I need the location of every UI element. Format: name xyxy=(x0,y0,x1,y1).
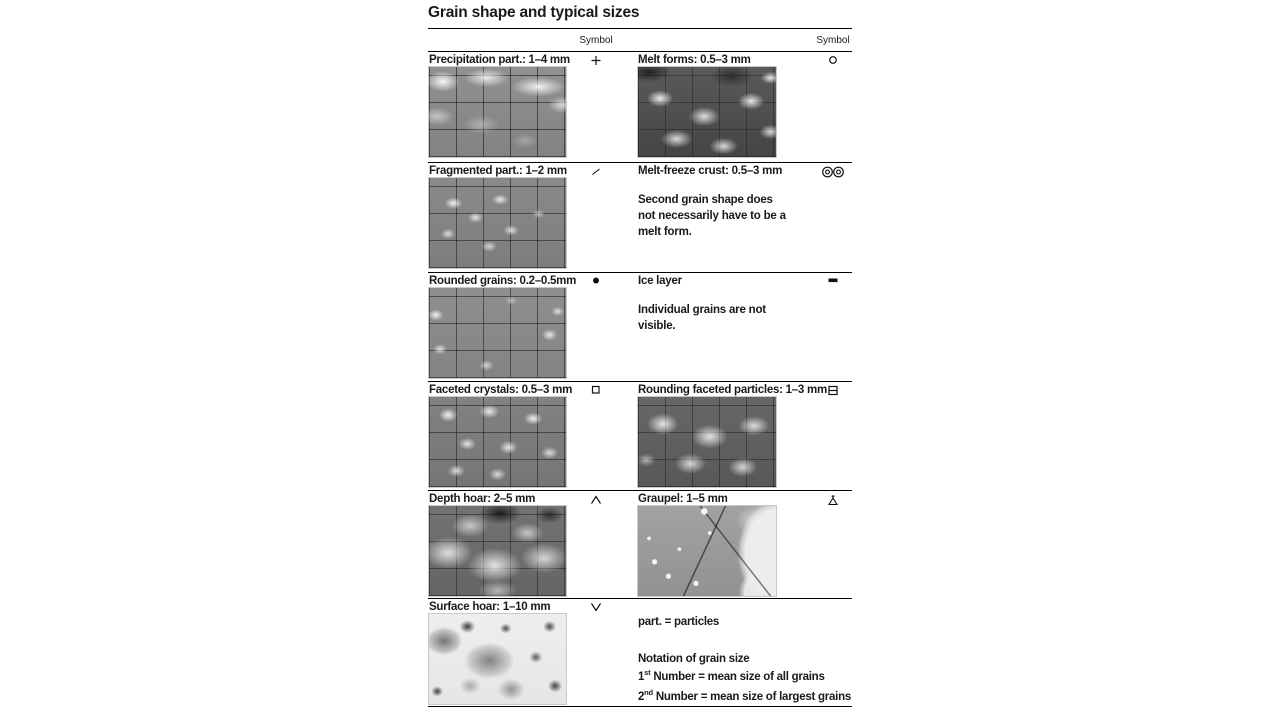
table-row xyxy=(428,52,852,163)
rounded-grains-photo xyxy=(429,288,566,378)
row-note: Individual grains are not visible. xyxy=(638,304,766,332)
notation-line-2 xyxy=(638,685,852,705)
melt-forms-photo xyxy=(638,67,776,157)
table-row xyxy=(428,163,852,273)
faceted-crystals-photo xyxy=(429,397,566,487)
table-row xyxy=(428,491,852,599)
notation-title: Notation of grain size xyxy=(638,653,750,665)
symbol-column-header-left: Symbol xyxy=(579,35,613,46)
symbol-column-header-right: Symbol xyxy=(816,35,850,46)
table-row xyxy=(428,599,852,707)
row-label: Precipitation part.: 1–4 mm xyxy=(429,54,570,66)
ordinal-suffix: st xyxy=(644,668,651,677)
row-label: Graupel: 1–5 mm xyxy=(638,493,728,505)
open-circle-icon xyxy=(828,55,838,65)
filled-circle-icon xyxy=(591,276,601,286)
row-label: Rounding faceted particles: 1–3 mm xyxy=(638,384,827,396)
symbol-header-row xyxy=(428,29,852,52)
row-label: Rounded grains: 0.2–0.5mm xyxy=(429,275,577,287)
row-label: Faceted crystals: 0.5–3 mm xyxy=(429,384,573,396)
ordinal-suffix: nd xyxy=(644,687,653,697)
squared-minus-icon xyxy=(828,385,839,396)
plus-icon xyxy=(591,55,602,66)
footnotes xyxy=(638,613,852,705)
surface-hoar-photo xyxy=(429,614,566,704)
angle-down-icon xyxy=(590,602,602,613)
table-row xyxy=(428,273,852,382)
table-row xyxy=(428,382,852,491)
rounding-faceted-particles-photo xyxy=(638,397,776,487)
row-label: Surface hoar: 1–10 mm xyxy=(429,601,551,613)
ice-layer-bar-icon xyxy=(828,276,839,285)
row-label: Depth hoar: 2–5 mm xyxy=(429,493,536,505)
graupel-icon xyxy=(827,494,839,506)
depth-hoar-photo xyxy=(429,506,566,596)
row-label: Ice layer xyxy=(638,275,682,287)
notation-text: Number = mean size of all grains xyxy=(653,670,825,683)
graupel-photo xyxy=(638,506,776,596)
notation-line-1 xyxy=(638,665,852,685)
precipitation-particles-photo xyxy=(429,67,566,157)
fragmented-particles-photo xyxy=(429,178,566,268)
abbreviation-note: part. = particles xyxy=(638,616,720,628)
row-note: Second grain shape does not necessarily have to be a melt form. xyxy=(638,194,786,238)
row-label: Fragmented part.: 1–2 mm xyxy=(429,165,567,177)
open-square-icon xyxy=(591,385,601,395)
melt-freeze-crust-icon xyxy=(822,166,845,178)
ordinal-number: 1 xyxy=(638,670,645,683)
slash-icon xyxy=(590,166,602,177)
notation-text: Number = mean size of largest grains xyxy=(655,690,852,703)
page-title: Grain shape and typical sizes xyxy=(428,0,852,29)
row-label: Melt forms: 0.5–3 mm xyxy=(638,54,751,66)
ordinal-number: 2 xyxy=(638,690,645,703)
grain-shape-table xyxy=(428,0,852,707)
row-label: Melt-freeze crust: 0.5–3 mm xyxy=(638,165,783,177)
angle-up-icon xyxy=(590,494,602,505)
